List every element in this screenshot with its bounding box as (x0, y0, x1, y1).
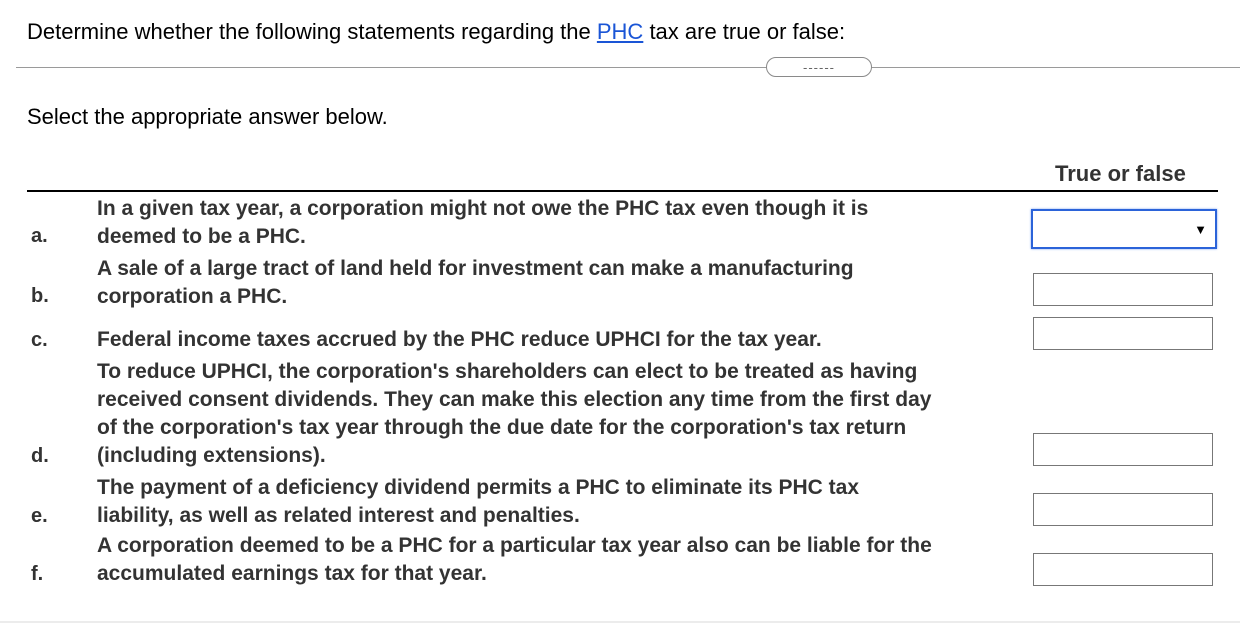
row-letter: d. (31, 445, 49, 467)
statement-line: (including extensions). (97, 444, 326, 467)
statement-line: A sale of a large tract of land held for investment can make a manufacturing (97, 257, 854, 280)
statement-d (97, 358, 931, 470)
question-prefix: Determine whether the following statements regarding the (27, 19, 597, 44)
answer-dropdown-c[interactable] (1033, 317, 1213, 350)
answer-dropdown-d[interactable] (1033, 433, 1213, 466)
statement-a (97, 195, 868, 251)
statement-f (97, 532, 932, 588)
statement-b (97, 255, 854, 311)
table-header-rule (27, 190, 1218, 192)
statement-line: The payment of a deficiency dividend permits a PHC to eliminate its PHC tax (97, 476, 860, 499)
statement-line: received consent dividends. They can make this election any time from the first day (97, 388, 932, 411)
answer-dropdown-e[interactable] (1033, 493, 1213, 526)
row-letter: b. (31, 285, 49, 307)
statement-line: deemed to be a PHC. (97, 225, 306, 248)
row-letter: a. (31, 225, 48, 247)
question-suffix: tax are true or false: (643, 19, 846, 44)
section-divider (16, 67, 1240, 68)
column-header-true-or-false: True or false (1055, 161, 1186, 186)
row-letter: f. (31, 563, 44, 585)
statement-line: Federal income taxes accrued by the PHC reduce UPHCI for the tax year. (97, 328, 822, 351)
question-text (27, 19, 845, 45)
answer-dropdown-b[interactable] (1033, 273, 1213, 306)
dropdown-arrow-icon: ▼ (1194, 222, 1207, 237)
statement-line: corporation a PHC. (97, 285, 288, 308)
row-letter: c. (31, 329, 48, 351)
page-bottom-border (0, 621, 1240, 623)
statement-c (97, 326, 822, 354)
statement-line: accumulated earnings tax for that year. (97, 562, 487, 585)
row-letter: e. (31, 505, 48, 527)
phc-glossary-link[interactable]: PHC (596, 19, 644, 44)
answer-dropdown-a[interactable] (1031, 209, 1217, 249)
statement-line: liability, as well as related interest and penalties. (97, 504, 580, 527)
statement-line: In a given tax year, a corporation might not owe the PHC tax even though it is (97, 197, 869, 220)
statement-e (97, 474, 859, 530)
expand-button[interactable]: ------ (766, 57, 872, 77)
answer-dropdown-f[interactable] (1033, 553, 1213, 586)
statement-line: A corporation deemed to be a PHC for a particular tax year also can be liable for the (97, 534, 932, 557)
statement-line: To reduce UPHCI, the corporation's shareholders can elect to be treated as having (97, 360, 918, 383)
statement-line: of the corporation's tax year through the due date for the corporation's tax return (97, 416, 907, 439)
instruction-text: Select the appropriate answer below. (27, 104, 388, 129)
